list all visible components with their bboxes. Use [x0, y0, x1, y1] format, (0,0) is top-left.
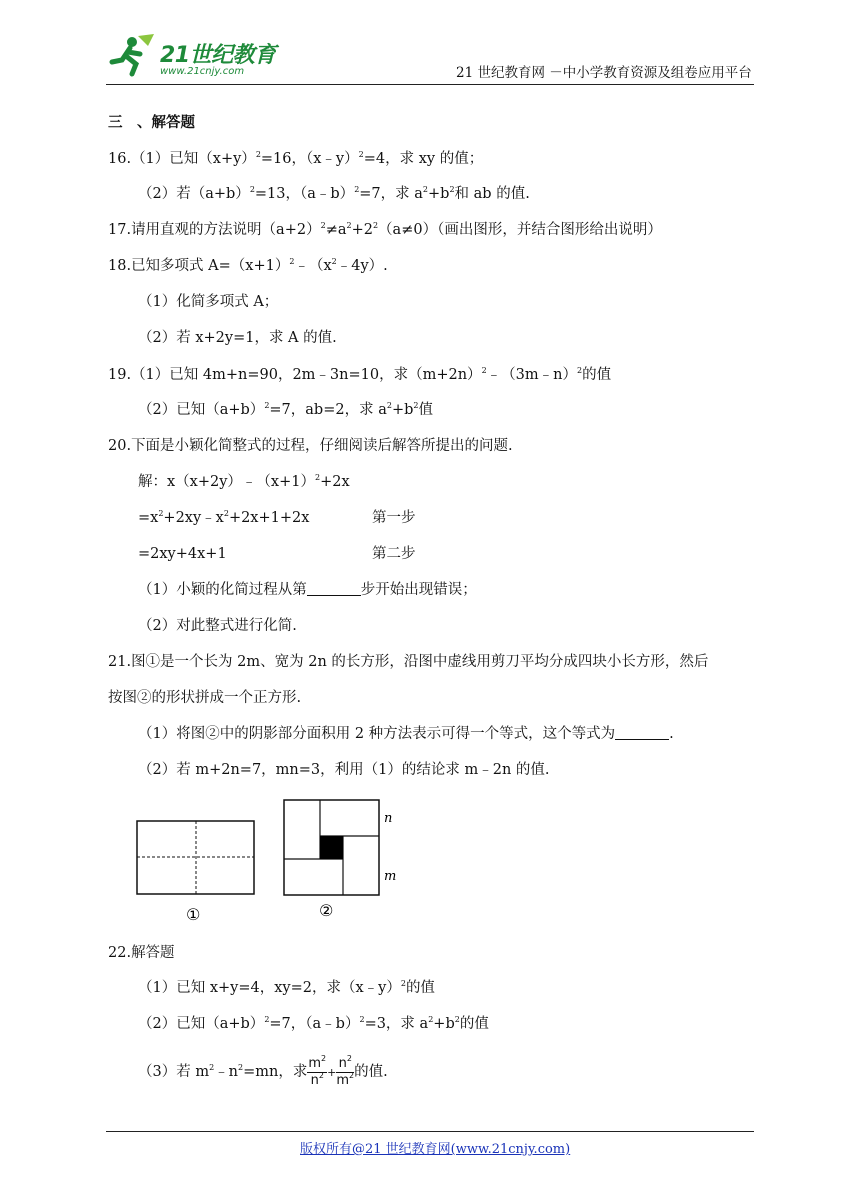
question-16: 16.（1）已知$(x+y)^2=16$，（x﹣y）$^2$=4，求 xy 的值； [108, 150, 484, 167]
logo-url: www.21cnjy.com [160, 66, 245, 77]
figure-1-label: ① [186, 905, 201, 924]
shaded-square [320, 836, 343, 859]
question-17: 17.请用直观的方法说明$(a+2)^2\ne a^2+2^2(a\ne 0)$（画出图形，并结合图形给出说明） [108, 221, 662, 238]
question-22-part-2: （2）已知$(a+b)^2=7$，（a﹣b）$^2$=3，求 $a^2+b^2$的值 [138, 1015, 489, 1032]
runner-logo-icon [108, 32, 158, 78]
answer-blank[interactable] [615, 725, 669, 740]
fraction-m2-over-n2: $\frac{m^2}{n^2}$ [308, 1053, 327, 1088]
question-20: 20.下面是小颖化简整式的过程，仔细阅读后解答所提出的问题. [108, 438, 513, 454]
question-22: 22.解答题 [108, 945, 175, 961]
solution-step-1: $=x^2+2xy﹣x^2+2x+1+2x$ [138, 509, 310, 526]
fraction-n2-over-m2: $\frac{n^2}{m^2}$ [336, 1053, 355, 1088]
question-19: 19.（1）已知 4m+n=90，2m﹣3n=10，求$(m+2n)^2﹣(3m﹣n)^2$的值 [108, 366, 612, 383]
footer-divider [106, 1131, 754, 1132]
question-18: 18.已知多项式 $A=(x+1)^2﹣(x^2﹣4y)$. [108, 257, 388, 274]
question-18-part-2: （2）若 x+2y=1，求 A 的值. [138, 330, 337, 346]
logo-text: 21世纪教育 [160, 43, 276, 68]
question-21: 21.图①是一个长为 2m、宽为 2n 的长方形，沿图中虚线用剪刀平均分成四块小长方形，然后 [108, 654, 709, 670]
figure-2-square [284, 800, 379, 895]
header-divider [106, 84, 754, 85]
solution-step-2: =2xy+4x+1 [138, 546, 227, 562]
footer [300, 1138, 570, 1157]
answer-blank[interactable] [307, 581, 361, 596]
question-21-part-2: （2）若 m+2n=7，mn=3，利用（1）的结论求 m﹣2n 的值. [138, 762, 550, 778]
question-22-part-3: （3）若 $m^2﹣n^2=mn$，求 $\frac{m^2}{n^2}$ + $\frac{n^2}{m^2}$ 的值. [138, 1053, 388, 1088]
question-21-part-1: （1）将图②中的阴影部分面积用 2 种方法表示可得一个等式，这个等式为 . [138, 726, 674, 742]
question-16-part-2: （2）若$(a+b)^2=13$，（a﹣b）$^2$=7，求 $a^2+b^2$和 ab 的值. [138, 185, 530, 202]
question-18-part-1: （1）化简多项式 A； [138, 294, 279, 310]
solution-line: 解：$x(x+2y)﹣(x+1)^2+2x$ [138, 473, 350, 490]
label-m: m [384, 869, 397, 884]
question-20-part-2: （2）对此整式进行化简. [138, 618, 297, 634]
site-tagline: 21 世纪教育网 －中小学教育资源及组卷应用平台 [456, 65, 752, 81]
question-21-line-2: 按图②的形状拼成一个正方形. [108, 690, 302, 706]
step-1-label: 第一步 [372, 510, 416, 526]
question-19-part-2: （2）已知$(a+b)^2=7$，ab=2，求 $a^2+b^2$值 [138, 401, 433, 418]
figures [130, 794, 410, 926]
label-n: n [384, 811, 393, 826]
copyright-link[interactable]: 版权所有@21 世纪教育网(www.21cnjy.com) [300, 1142, 571, 1157]
question-20-part-1: （1）小颖的化简过程从第 步开始出现错误； [138, 582, 477, 598]
figure-1-rectangle [137, 821, 254, 894]
section-title: 三 、解答题 [108, 114, 195, 131]
question-22-part-1: （1）已知 x+y=4，xy=2，求（x﹣y）$^2$的值 [138, 979, 435, 996]
step-2-label: 第二步 [372, 546, 416, 562]
figure-2-label: ② [319, 901, 334, 920]
